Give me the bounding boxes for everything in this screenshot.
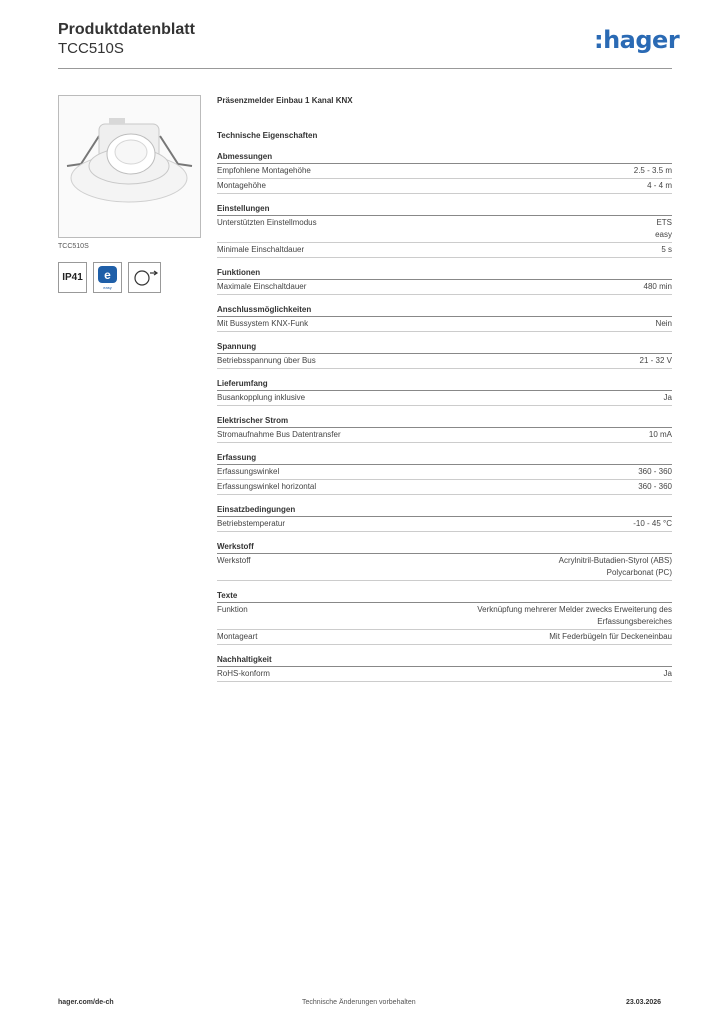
spec-section [217,504,672,532]
presence-sensor-icon [128,262,161,293]
section-title: Einsatzbedingungen [217,504,672,517]
spec-label: RoHS-konform [217,669,270,678]
spec-section [217,341,672,369]
spec-label: Stromaufnahme Bus Datentransfer [217,430,341,439]
product-photo [58,95,201,238]
section-title: Spannung [217,341,672,354]
page-title: Produktdatenblatt [58,21,195,38]
spec-section [217,267,672,295]
spec-value: 360 - 360 [638,467,672,476]
spec-row [217,480,672,495]
product-name: Präsenzmelder Einbau 1 Kanal KNX [217,96,353,105]
spec-value: Nein [655,319,672,328]
spec-value: 4 - 4 m [647,181,672,190]
easy-badge-label: easy [103,285,112,290]
section-title: Abmessungen [217,151,672,164]
section-title: Funktionen [217,267,672,280]
ip-rating-text: IP41 [62,272,83,283]
spec-section [217,590,672,645]
spec-label: Empfohlene Montagehöhe [217,166,311,175]
spec-label: Maximale Einschaltdauer [217,282,307,291]
spec-row [217,216,672,243]
spec-row [217,630,672,645]
section-title: Anschlussmöglichkeiten [217,304,672,317]
spec-row [217,603,672,630]
spec-value: 10 mA [648,430,672,439]
spec-section [217,541,672,581]
spec-label: Erfassungswinkel [217,467,280,476]
spec-section [217,151,672,194]
spec-label: Montageart [217,632,258,641]
spec-row [217,179,672,194]
ip-rating-badge [58,262,87,293]
spec-section [217,452,672,495]
spec-value: ETS easy [655,218,672,239]
spec-row [217,465,672,480]
spec-value: 2.5 - 3.5 m [633,166,672,175]
spec-value: 360 - 360 [638,482,672,491]
svg-text:e: e [104,268,111,282]
spec-label: Minimale Einschaltdauer [217,245,305,254]
datasheet-content [217,95,672,682]
header-divider [58,68,672,69]
section-title: Elektrischer Strom [217,415,672,428]
photo-caption: TCC510S [58,243,89,250]
spec-value: Ja [663,669,672,678]
spec-label: Busankopplung inklusive [217,393,306,402]
footer-disclaimer: Technische Änderungen vorbehalten [302,999,416,1006]
spec-section [217,378,672,406]
spec-label: Erfassungswinkel horizontal [217,482,317,491]
spec-row [217,428,672,443]
spec-label: Werkstoff [217,556,251,565]
spec-row [217,164,672,179]
spec-row [217,667,672,682]
spec-value: 480 min [643,282,672,291]
spec-label: Unterstützten Einstellmodus [217,218,317,227]
section-title: Nachhaltigkeit [217,654,672,667]
section-title: Lieferumfang [217,378,672,391]
spec-row [217,517,672,532]
spec-label: Betriebstemperatur [217,519,286,528]
spec-label: Mit Bussystem KNX-Funk [217,319,309,328]
section-title: Einstellungen [217,203,672,216]
spec-label: Montagehöhe [217,181,266,190]
spec-label: Funktion [217,605,248,614]
spec-row [217,554,672,581]
spec-value: Ja [663,393,672,402]
spec-label: Betriebsspannung über Bus [217,356,316,365]
section-title: Texte [217,590,672,603]
section-title: Erfassung [217,452,672,465]
spec-row [217,243,672,258]
spec-value: -10 - 45 °C [633,519,672,528]
spec-row [217,354,672,369]
product-code: TCC510S [58,40,124,57]
spec-value: Acrylnitril-Butadien-Styrol (ABS) Polycarbonat (PC) [558,556,672,577]
certification-icons [58,262,161,293]
easy-config-icon [93,262,122,293]
spec-value: Verknüpfung mehrerer Melder zwecks Erweiterung des Erfassungsbereiches [477,605,672,626]
footer-date: 23.03.2026 [626,999,662,1006]
spec-value: 21 - 32 V [639,356,672,365]
section-title: Werkstoff [217,541,672,554]
technical-properties-title: Technische Eigenschaften [217,131,318,140]
footer-website: hager.com/de-ch [58,999,114,1006]
hager-logo: :hager [594,26,680,54]
spec-row [217,280,672,295]
spec-value: Mit Federbügeln für Deckeneinbau [549,632,672,641]
spec-section [217,415,672,443]
spec-section [217,304,672,332]
presence-detector-image [59,96,200,237]
spec-value: 5 s [661,245,672,254]
spec-row [217,317,672,332]
spec-section [217,654,672,682]
spec-row [217,391,672,406]
spec-section [217,203,672,258]
